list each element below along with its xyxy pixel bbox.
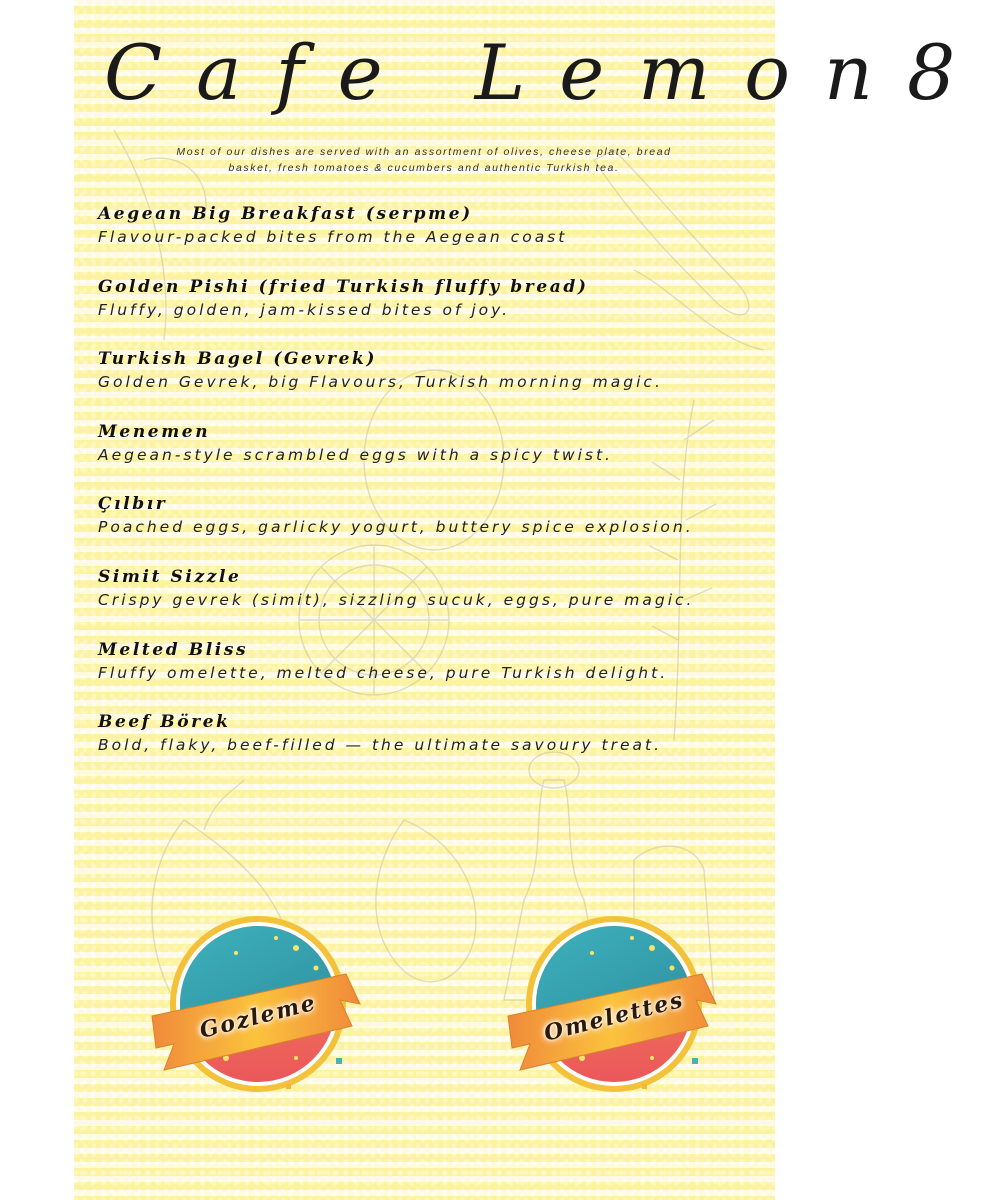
menu-item-description: Fluffy omelette, melted cheese, pure Turkish delight. bbox=[98, 663, 669, 682]
badge-label: Omelettes bbox=[541, 986, 687, 1047]
menu-item bbox=[98, 347, 758, 420]
menu-item-name: Menemen bbox=[98, 421, 211, 442]
menu-item-name: Aegean Big Breakfast (serpme) bbox=[98, 204, 473, 224]
menu-item-description: Bold, flaky, beef-filled — the ultimate savoury treat. bbox=[98, 736, 663, 755]
menu-item-description: Flavour-packed bites from the Aegean coast bbox=[98, 228, 568, 246]
omelettes-badge[interactable] bbox=[502, 908, 722, 1108]
menu-item bbox=[98, 275, 758, 348]
gozleme-badge[interactable] bbox=[146, 908, 366, 1108]
menu-item bbox=[98, 638, 758, 711]
menu-item-name: Turkish Bagel (Gevrek) bbox=[98, 349, 378, 370]
menu-item bbox=[98, 420, 758, 493]
menu-item bbox=[98, 202, 758, 275]
menu-item-name: Beef Börek bbox=[98, 712, 231, 733]
menu-item-description: Golden Gevrek, big Flavours, Turkish morning magic. bbox=[98, 373, 663, 392]
menu-item-name: Çılbır bbox=[98, 494, 168, 515]
menu-items-list bbox=[98, 202, 758, 783]
cafe-title: Cafe Lemon8 bbox=[104, 28, 989, 117]
menu-item-description: Fluffy, golden, jam-kissed bites of joy. bbox=[98, 300, 511, 319]
menu-item bbox=[98, 565, 758, 638]
menu-item-description: Poached eggs, garlicky yogurt, buttery spice explosion. bbox=[98, 518, 694, 537]
menu-item-description: Aegean-style scrambled eggs with a spicy twist. bbox=[98, 445, 613, 464]
badge-label: Gozleme bbox=[197, 989, 320, 1044]
menu-item-name: Golden Pishi (fried Turkish fluffy bread) bbox=[98, 276, 589, 297]
menu-item bbox=[98, 492, 758, 565]
menu-item-name: Melted Bliss bbox=[98, 639, 249, 660]
intro-text: Most of our dishes are served with an assortment of olives, cheese plate, bread basket, fresh tomatoes & cucumbers and authentic Turkish tea. bbox=[176, 146, 672, 174]
menu-item-name: Simit Sizzle bbox=[98, 566, 242, 587]
menu-item-description: Crispy gevrek (simit), sizzling sucuk, eggs, pure magic. bbox=[98, 590, 695, 609]
menu-item bbox=[98, 710, 758, 783]
menu-page bbox=[74, 0, 989, 1200]
